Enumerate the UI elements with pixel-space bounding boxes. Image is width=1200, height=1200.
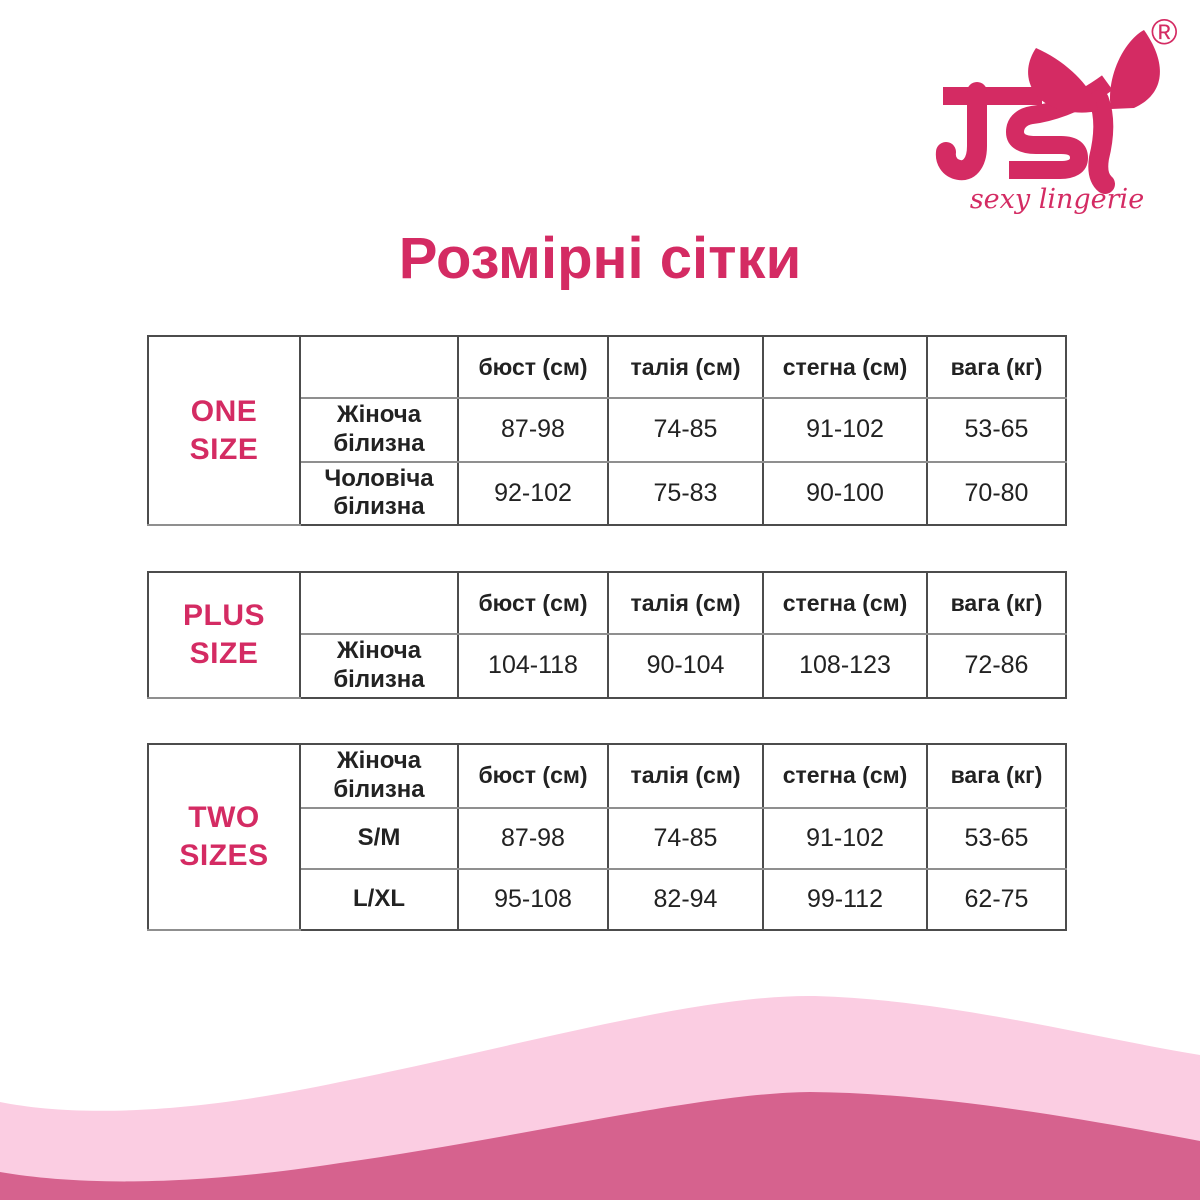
value-cell: 70-80 [927, 462, 1066, 526]
column-header: вага (кг) [927, 572, 1066, 634]
column-header: стегна (см) [763, 336, 927, 398]
row-label: Жіноча білизна [300, 634, 458, 698]
column-header: стегна (см) [763, 744, 927, 808]
value-cell: 90-100 [763, 462, 927, 526]
value-cell: 92-102 [458, 462, 608, 526]
column-header: бюст (см) [458, 572, 608, 634]
column-header: бюст (см) [458, 744, 608, 808]
corner-label: Жіноча білизна [300, 744, 458, 808]
registered-mark-icon: ® [1151, 11, 1178, 52]
value-cell: 91-102 [763, 808, 927, 869]
size-table-plus-size [147, 571, 1067, 699]
size-table-two-sizes [147, 743, 1067, 931]
size-label-plus-size: PLUS SIZE [148, 572, 300, 698]
column-header: талія (см) [608, 744, 763, 808]
page-title: Розмірні сітки [398, 226, 802, 291]
value-cell: 74-85 [608, 808, 763, 869]
value-cell: 53-65 [927, 808, 1066, 869]
corner-label [300, 336, 458, 398]
row-label: S/M [300, 808, 458, 869]
size-table-one-size [147, 335, 1067, 526]
size-label-one-size: ONE SIZE [148, 336, 300, 525]
value-cell: 74-85 [608, 398, 763, 462]
corner-label [300, 572, 458, 634]
value-cell: 95-108 [458, 869, 608, 930]
column-header: вага (кг) [927, 336, 1066, 398]
value-cell: 90-104 [608, 634, 763, 698]
column-header: бюст (см) [458, 336, 608, 398]
column-header: талія (см) [608, 572, 763, 634]
value-cell: 99-112 [763, 869, 927, 930]
column-header: вага (кг) [927, 744, 1066, 808]
value-cell: 82-94 [608, 869, 763, 930]
wave-svg [0, 950, 1200, 1200]
value-cell: 75-83 [608, 462, 763, 526]
value-cell: 91-102 [763, 398, 927, 462]
row-label: Жіноча білизна [300, 398, 458, 462]
column-header: талія (см) [608, 336, 763, 398]
row-label: Чоловіча білизна [300, 462, 458, 526]
value-cell: 108-123 [763, 634, 927, 698]
value-cell: 87-98 [458, 808, 608, 869]
logo-tagline: sexy lingerie [969, 184, 1145, 215]
value-cell: 62-75 [927, 869, 1066, 930]
wave-decoration [0, 950, 1200, 1200]
column-header: стегна (см) [763, 572, 927, 634]
value-cell: 72-86 [927, 634, 1066, 698]
row-label: L/XL [300, 869, 458, 930]
value-cell: 104-118 [458, 634, 608, 698]
value-cell: 87-98 [458, 398, 608, 462]
value-cell: 53-65 [927, 398, 1066, 462]
size-label-two-sizes: TWO SIZES [148, 744, 300, 930]
